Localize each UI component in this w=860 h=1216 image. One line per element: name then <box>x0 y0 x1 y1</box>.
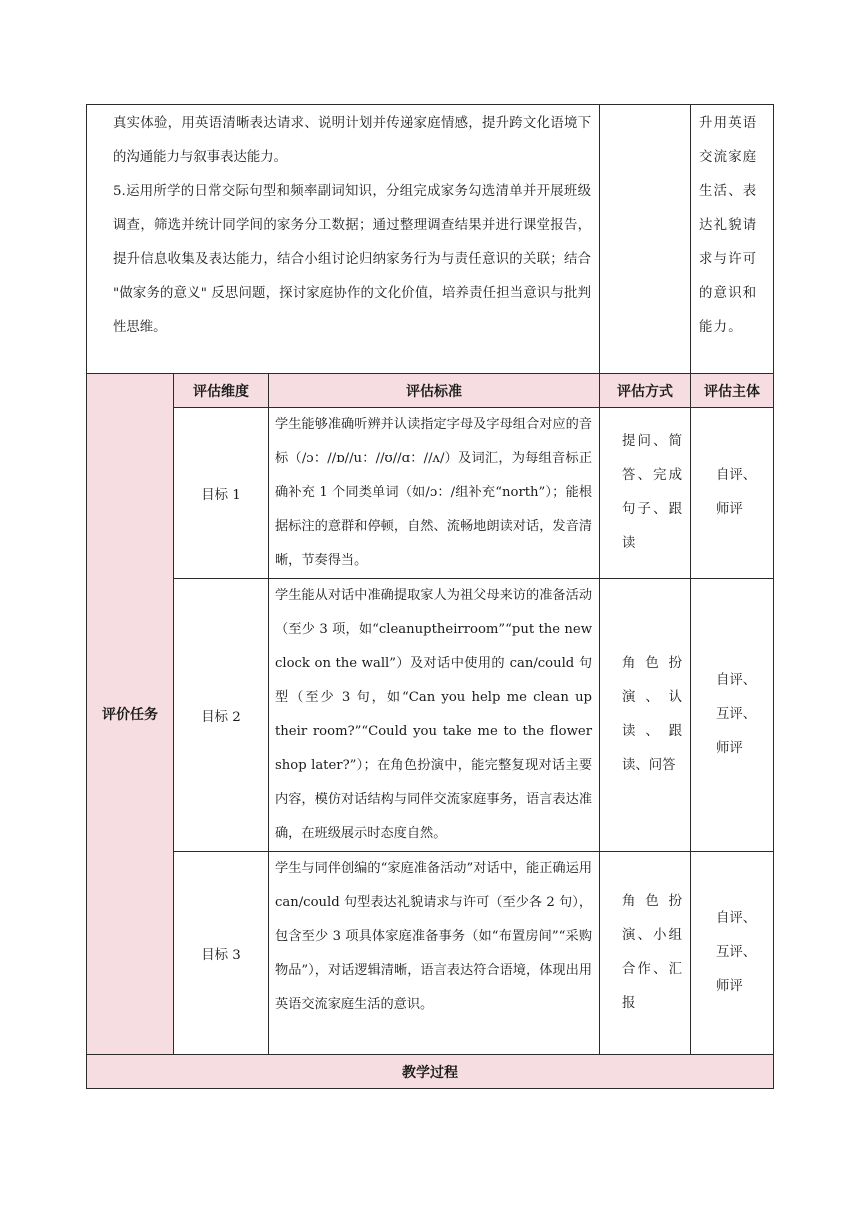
objective-paragraph: 5.运用所学的日常交际句型和频率副词知识，分组完成家务勾选清单并开展班级调查，筛选并统计同学间的家务分工数据；通过整理调查结果并进行课堂报告，提升信息收集及表达能力，结合小组讨论归纳家务行为与责任意识的关联；结合 "做家务的意义" 反思问题，探讨家庭协作的文化价值，培养责任担当意识与批判性思维。 <box>113 184 592 335</box>
subject-cell: 自评、师评 <box>691 408 774 579</box>
teaching-process-row <box>87 1055 774 1089</box>
subject-cell: 自评、互评、师评 <box>691 579 774 852</box>
objectives-continuation-row <box>87 105 774 374</box>
evaluation-row <box>87 852 774 1055</box>
header-standard: 评估标准 <box>269 374 600 408</box>
objective-right-text: 升用英语交流家庭生活、表达礼貌请求与许可的意识和能力。 <box>699 116 758 335</box>
goal-cell: 目标 3 <box>174 852 269 1055</box>
method-cell: 角色扮演、小组合作、汇报 <box>600 852 691 1055</box>
objectives-left-cell <box>87 105 600 374</box>
lesson-plan-table <box>86 104 774 1089</box>
subject-cell: 自评、互评、师评 <box>691 852 774 1055</box>
teaching-process-label: 教学过程 <box>87 1055 774 1089</box>
evaluation-header-row <box>87 374 774 408</box>
goal-cell: 目标 2 <box>174 579 269 852</box>
objectives-middle-cell <box>600 105 691 374</box>
evaluation-section-label: 评价任务 <box>87 374 174 1055</box>
header-subject: 评估主体 <box>691 374 774 408</box>
standard-cell: 学生能从对话中准确提取家人为祖父母来访的准备活动（至少 3 项，如“cleanuptheirroom”“put the new clock on the wall”）及对话中使用的 can/could 句型（至少 3 句，如“Can you help me clean up their room?”“Could you take me to the flower shop later?”）；在角色扮演中，能完整复现对话主要内容，模仿对话结构与同伴交流家庭事务，语言表达准确，在班级展示时态度自然。 <box>269 579 600 852</box>
standard-cell: 学生能够准确听辨并认读指定字母及字母组合对应的音标（/ɔ：//ɒ//u：//ʊ//ɑ：//ʌ/）及词汇，为每组音标正确补充 1 个同类单词（如/ɔ：/组补充“north”）；能根据标注的意群和停顿，自然、流畅地朗读对话，发音清晰，节奏得当。 <box>269 408 600 579</box>
standard-cell: 学生与同伴创编的“家庭准备活动”对话中，能正确运用 can/could 句型表达礼貌请求与许可（至少各 2 句），包含至少 3 项具体家庭准备事务（如“布置房间”“采购物品”），对话逻辑清晰，语言表达符合语境，体现出用英语交流家庭生活的意识。 <box>269 852 600 1055</box>
evaluation-row <box>87 579 774 852</box>
method-cell: 角色扮演、认读、跟读、问答 <box>600 579 691 852</box>
evaluation-row <box>87 408 774 579</box>
objective-paragraph: 真实体验，用英语清晰表达请求、说明计划并传递家庭情感，提升跨文化语境下的沟通能力与叙事表达能力。 <box>113 116 592 165</box>
method-cell: 提问、简答、完成句子、跟读 <box>600 408 691 579</box>
header-dimension: 评估维度 <box>174 374 269 408</box>
goal-cell: 目标 1 <box>174 408 269 579</box>
header-method: 评估方式 <box>600 374 691 408</box>
objectives-right-cell <box>691 105 774 374</box>
